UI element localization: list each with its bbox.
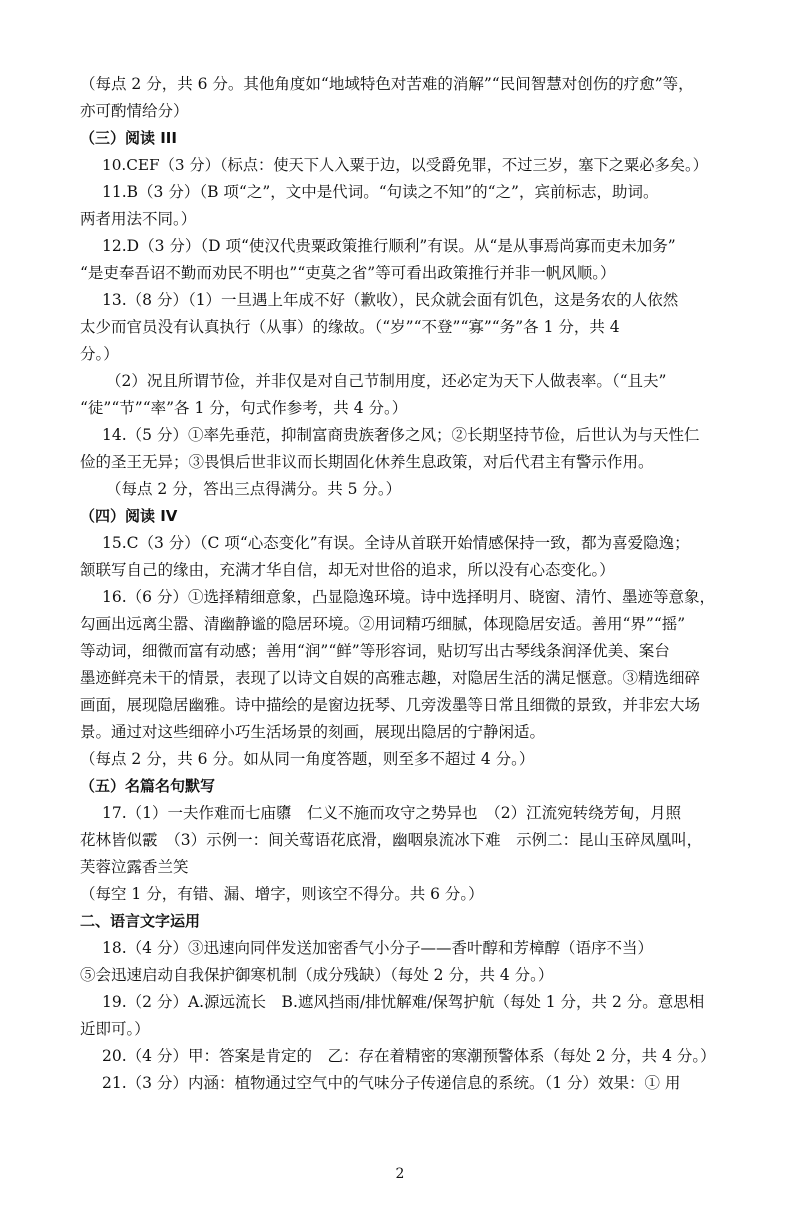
text-line: 13.（8 分）（1）一旦遇上年成不好（歉收），民众就会面有饥色，这是务农的人依然	[102, 291, 679, 309]
text-line: 19.（2 分）A.源远流长 B.遮风挡雨/排忧解难/保驾护航（每处 1 分，共 2 分。意思相	[102, 993, 705, 1011]
text-line: （每空 1 分，有错、漏、增字，则该空不得分。共 6 分。）	[80, 885, 484, 903]
text-line: 芙蓉泣露香兰笑	[80, 858, 189, 876]
text-line: （每点 2 分，答出三点得满分。共 5 分。）	[106, 480, 402, 498]
text-line: 等动词，细微而富有动感；善用“润”“鲜”等形容词，贴切写出古琴线条润泽优美、案台	[80, 642, 670, 660]
text-line: 11.B（3 分）（B 项“之”，文中是代词。“句读之不知”的“之”，宾前标志，助词。	[102, 183, 659, 201]
section-heading: （四）阅读 IV	[80, 507, 178, 525]
text-line: 俭的圣王无异；③畏惧后世非议而长期固化休养生息政策，对后代君主有警示作用。	[80, 453, 654, 471]
text-line: 分。）	[80, 345, 119, 363]
text-line: 勾画出远离尘嚣、清幽静谧的隐居环境。②用词精巧细腻，体现隐居安适。善用“界”“摇”	[80, 615, 686, 633]
page-number: 2	[395, 1166, 405, 1182]
text-line: 14.（5 分）①率先垂范，抑制富商贵族奢侈之风；②长期坚持节俭，后世认为与天性仁	[102, 426, 700, 444]
text-line: 画面，展现隐居幽雅。诗中描绘的是窗边抚琴、几旁泼墨等日常且细微的景致，并非宏大场	[80, 696, 701, 714]
text-line: 颔联写自己的缘由，充满才华自信，却无对世俗的追求，所以没有心态变化。）	[80, 561, 615, 579]
text-line: ⑤会迅速启动自我保护御寒机制（成分残缺）（每处 2 分，共 4 分。）	[80, 966, 554, 984]
text-line: 景。通过对这些细碎小巧生活场景的刻画，展现出隐居的宁静闲适。	[80, 723, 546, 741]
text-line: 17.（1）一夫作难而七庙隳 仁义不施而攻守之势异也 （2）江流宛转绕芳甸，月照	[102, 804, 682, 822]
text-line: 墨迹鲜亮未干的情景，表现了以诗文自娱的高雅志趣，对隐居生活的满足惬意。③精选细碎	[80, 669, 701, 687]
text-line: 近即可。）	[80, 1020, 150, 1038]
text-line: 两者用法不同。）	[80, 210, 197, 228]
text-line: 21.（3 分）内涵：植物通过空气中的气味分子传递信息的系统。（1 分）效果：① 用	[102, 1074, 681, 1092]
text-line: 花林皆似霰 （3）示例一：间关莺语花底滑，幽咽泉流冰下难 示例二：昆山玉碎凤凰叫，	[80, 831, 703, 849]
text-line: 16.（6 分）①选择精细意象，凸显隐逸环境。诗中选择明月、晓窗、清竹、墨迹等意象，	[102, 588, 715, 606]
section-heading: （三）阅读 III	[80, 129, 177, 147]
text-line: “徒”“节”“率”各 1 分，句式作参考，共 4 分。）	[80, 399, 408, 417]
text-line: 10.CEF（3 分）（标点：使天下人入粟于边，以受爵免罪，不过三岁，塞下之粟必多矣。）	[102, 156, 708, 174]
text-line: “是吏奉吾诏不勤而劝民不明也”“吏莫之省”等可看出政策推行并非一帆风顺。）	[80, 264, 616, 282]
section-heading: 二、语言文字运用	[80, 912, 201, 930]
text-line: 15.C（3 分）（C 项“心态变化”有误。全诗从首联开始情感保持一致，都为喜爱隐逸；	[102, 534, 690, 552]
text-line: （每点 2 分，共 6 分。如从同一角度答题，则至多不超过 4 分。）	[80, 750, 535, 768]
text-line: 亦可酌情给分）	[80, 102, 189, 120]
text-line: 太少而官员没有认真执行（从事）的缘故。（“岁”“不登”“寡”“务”各 1 分，共 4	[80, 318, 620, 336]
text-line: （每点 2 分，共 6 分。其他角度如“地域特色对苦难的消解”“民间智慧对创伤的疗愈”等，	[80, 75, 694, 93]
text-line: 12.D（3 分）（D 项“使汉代贵粟政策推行顺利”有误。从“是从事焉尚寡而吏未加务”	[102, 237, 676, 255]
section-heading: （五）名篇名句默写	[80, 777, 216, 795]
text-line: 18.（4 分）③迅速向同伴发送加密香气小分子——香叶醇和芳樟醇（语序不当）	[102, 939, 653, 957]
text-line: （2）况且所谓节俭，并非仅是对自己节制用度，还必定为天下人做表率。（“且夫”	[106, 372, 667, 390]
text-line: 20.（4 分）甲：答案是肯定的 乙：存在着精密的寒潮预警体系（每处 2 分，共 4 分。）	[102, 1047, 716, 1065]
